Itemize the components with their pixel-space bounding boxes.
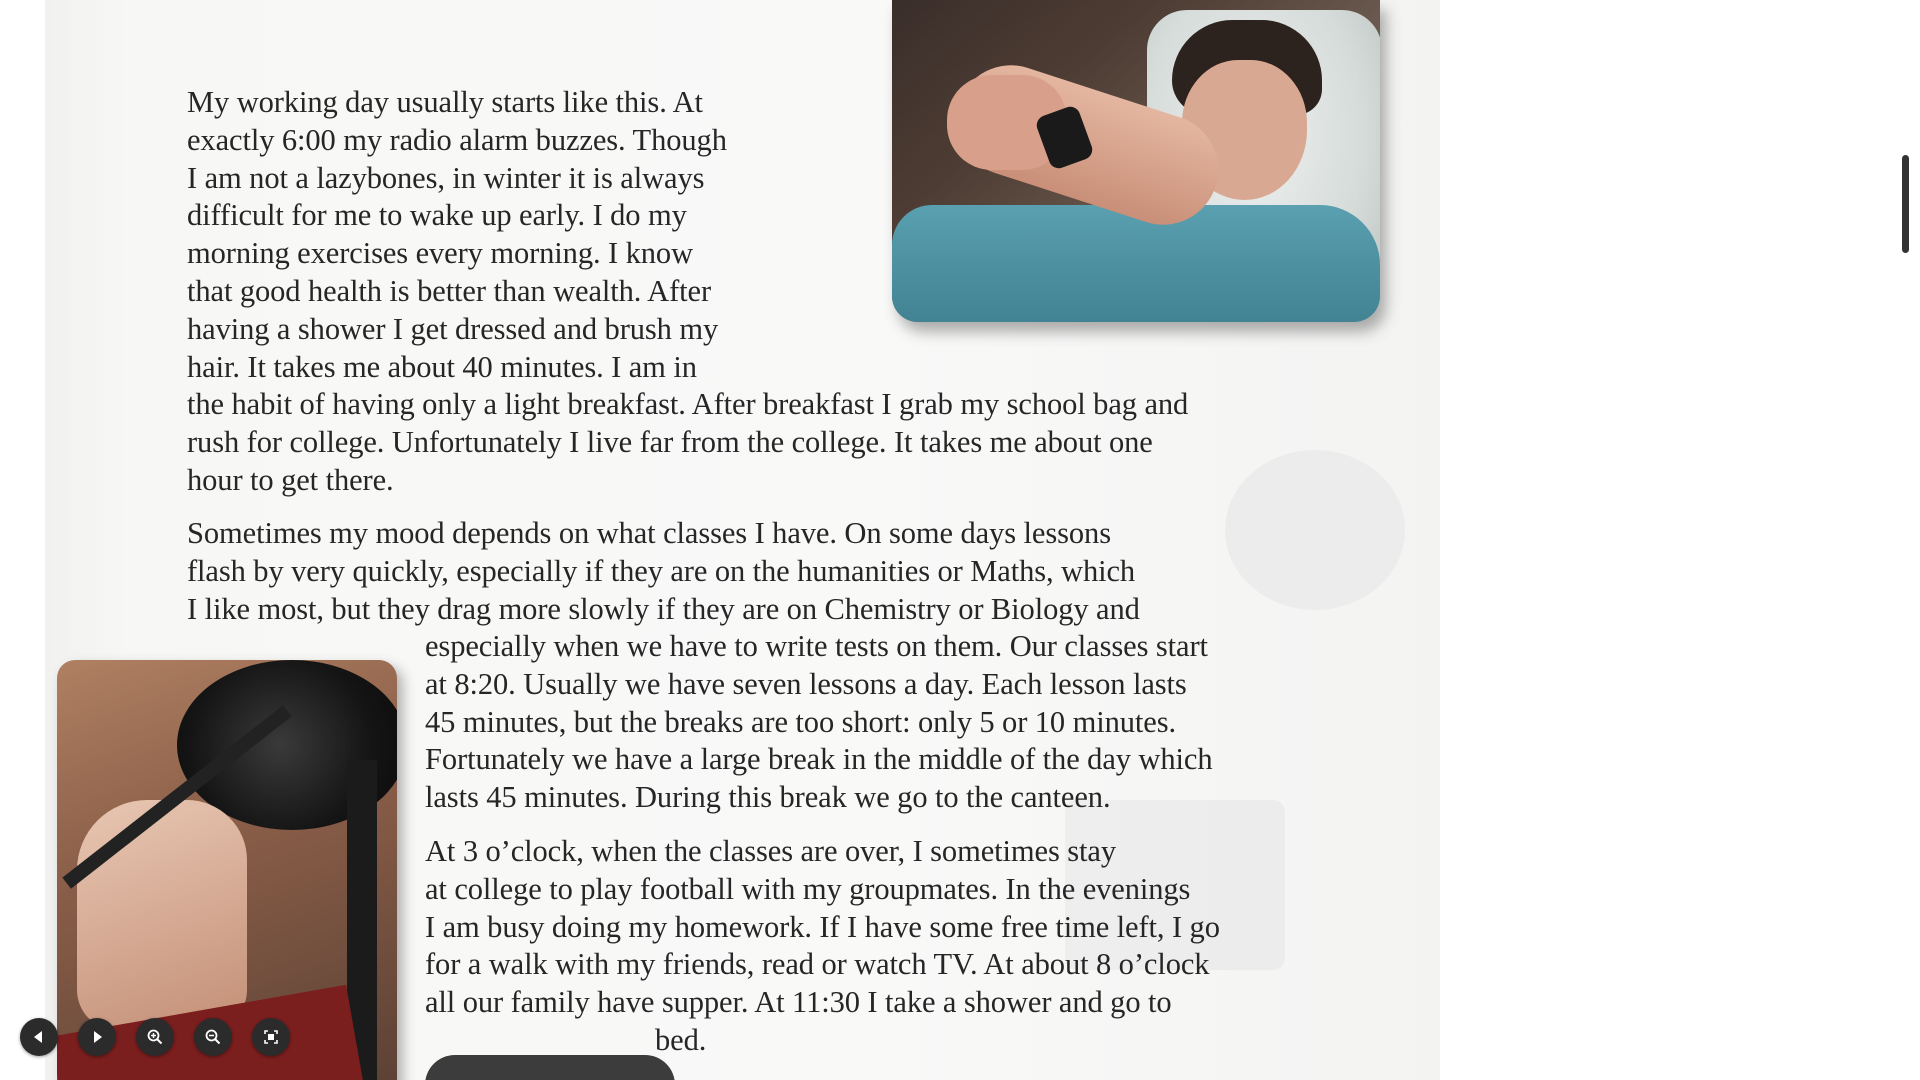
- zoom-in-button[interactable]: [136, 1018, 174, 1056]
- text-line: hair. It takes me about 40 minutes. I am in: [187, 349, 697, 384]
- text-line: exactly 6:00 my radio alarm buzzes. Though: [187, 122, 727, 157]
- text-line: At 3 o’clock, when the classes are over, I sometimes stay: [425, 834, 1116, 868]
- text-line: at 8:20. Usually we have seven lessons a day. Each lesson lasts: [425, 666, 1187, 701]
- text-line: I like most, but they drag more slowly if they are on Chemistry or Biology and: [187, 591, 1140, 626]
- zoom-out-button[interactable]: [194, 1018, 232, 1056]
- paragraph-classes-continued: [425, 628, 1212, 817]
- paragraph-morning-routine: [187, 84, 1188, 500]
- fit-screen-button[interactable]: [252, 1018, 290, 1056]
- photo-person-lifting-weights: [57, 660, 397, 1080]
- text-line: rush for college. Unfortunately I live far from the college. It takes me about one: [187, 425, 1153, 460]
- text-line: flash by very quickly, especially if they are on the humanities or Maths, which: [187, 553, 1136, 588]
- zoom-in-icon: [146, 1028, 164, 1046]
- text-line: lasts 45 minutes. During this break we go to the canteen.: [425, 780, 1111, 815]
- bleed-through-shadow: [1225, 450, 1405, 610]
- text-line: Fortunately we have a large break in the middle of the day which: [425, 742, 1213, 777]
- text-line: I am not a lazybones, in winter it is always: [187, 160, 705, 195]
- text-line: bed.: [655, 1022, 707, 1057]
- fit-screen-icon: [263, 1029, 279, 1045]
- text-line: I am busy doing my homework. If I have some free time left, I go: [425, 909, 1220, 944]
- text-line: 45 minutes, but the breaks are too short: only 5 or 10 minutes.: [425, 704, 1177, 739]
- previous-page-icon: [31, 1029, 47, 1045]
- text-line: My working day usually starts like this. At: [187, 85, 703, 119]
- book-page: [45, 0, 1440, 1080]
- zoom-out-icon: [204, 1028, 222, 1046]
- text-line: Sometimes my mood depends on what classes I have. On some days lessons: [187, 516, 1111, 550]
- paragraph-afternoon-evening: [425, 833, 1220, 1060]
- text-line: especially when we have to write tests on them. Our classes start: [425, 629, 1208, 663]
- text-line: for a walk with my friends, read or watch TV. At about 8 o’clock: [425, 947, 1210, 982]
- text-line: having a shower I get dressed and brush my: [187, 311, 719, 346]
- viewer-toolbar: [20, 1018, 290, 1056]
- next-page-button[interactable]: [78, 1018, 116, 1056]
- text-line: the habit of having only a light breakfast. After breakfast I grab my school bag and: [187, 387, 1189, 422]
- previous-page-button[interactable]: [20, 1018, 58, 1056]
- text-line: all our family have supper. At 11:30 I take a shower and go to: [425, 985, 1172, 1020]
- vertical-scrollbar[interactable]: [1902, 0, 1912, 1080]
- text-line: at college to play football with my groupmates. In the evenings: [425, 871, 1191, 906]
- scroll-thumb[interactable]: [1902, 155, 1909, 253]
- text-line: difficult for me to wake up early. I do my: [187, 198, 687, 233]
- text-line: that good health is better than wealth. After: [187, 273, 712, 308]
- text-line: hour to get there.: [187, 462, 394, 497]
- next-page-icon: [89, 1029, 105, 1045]
- text-line: morning exercises every morning. I know: [187, 236, 693, 271]
- paragraph-classes-intro: [187, 515, 1140, 628]
